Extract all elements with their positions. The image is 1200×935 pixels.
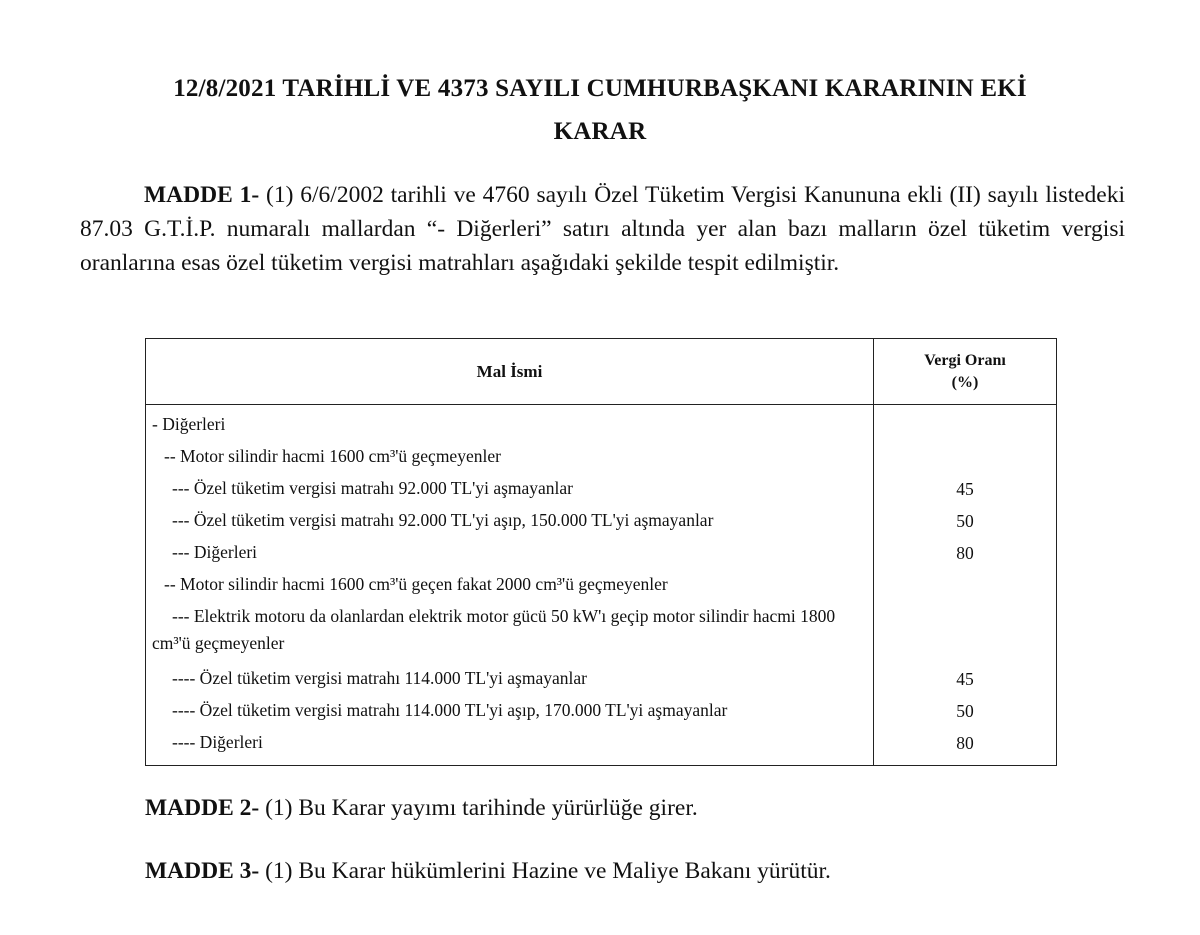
table-row-name: --- Özel tüketim vergisi matrahı 92.000 TL'yi aşmayanlar [172,478,574,498]
item-names-cell [146,405,874,766]
madde-2-paragraph [145,795,698,822]
header-rate-line2: (%) [951,373,979,391]
table-row-rate: 80 [956,733,974,753]
table-row-name: -- Motor silindir hacmi 1600 cm³'ü geçen fakat 2000 cm³'ü geçmeyenler [164,574,668,594]
table-row-name: ---- Özel tüketim vergisi matrahı 114.000 TL'yi aşmayanlar [172,668,587,688]
table-row-name: --- Elektrik motoru da olanlardan elektrik motor gücü 50 kW'ı geçip motor silindir hacmi 1800 cm³'ü geçmeyenler [152,606,836,653]
table-row-name: -- Motor silindir hacmi 1600 cm³'ü geçmeyenler [164,446,501,466]
item-rates-cell [874,405,1057,766]
tax-rate-table [145,338,1057,766]
madde-3-paragraph [145,858,831,885]
madde-2-text: (1) Bu Karar yayımı tarihinde yürürlüğe girer. [259,795,698,821]
table-row-name: --- Diğerleri [172,542,258,562]
table-row-name: --- Özel tüketim vergisi matrahı 92.000 TL'yi aşıp, 150.000 TL'yi aşmayanlar [172,510,714,530]
document-title: 12/8/2021 TARİHLİ VE 4373 SAYILI CUMHURBAŞKANI KARARININ EKİ [173,75,1027,102]
table-row-rate [874,409,1056,441]
table-row-name: ---- Özel tüketim vergisi matrahı 114.000 TL'yi aşıp, 170.000 TL'yi aşmayanlar [172,700,728,720]
table-row-rate [874,441,1056,473]
header-mal-ismi: Mal İsmi [146,339,874,405]
table-row-rate: 50 [956,511,974,531]
madde-3-label: MADDE 3- [145,858,260,884]
header-rate-line1: Vergi Oranı [924,351,1006,369]
madde-2-label: MADDE 2- [145,795,260,821]
madde-3-text: (1) Bu Karar hükümlerini Hazine ve Maliye Bakanı yürütür. [259,858,831,884]
table-row-rate: 50 [956,701,974,721]
header-vergi-orani [874,339,1057,405]
table-row-rate: 45 [956,669,974,689]
table-row-rate [874,569,1056,601]
table-row-name: ---- Diğerleri [172,732,263,752]
table-row-rate: 80 [956,543,974,563]
table-row-rate: 45 [956,479,974,499]
madde-1-paragraph [80,178,1125,280]
madde-1-label: MADDE 1- [144,182,260,208]
madde-1-text: (1) 6/6/2002 tarihli ve 4760 sayılı Özel Tüketim Vergisi Kanununa ekli (II) sayılı listedeki 87.03 G.T.İ.P. numaralı mallardan “- Diğerleri” satırı altında yer alan bazı malların özel tüketim vergisi oranlarına esas özel tüketim vergisi matrahları aşağıdaki şekilde tespit edilmiştir. [80,182,1126,276]
table-row-rate [874,601,1056,663]
document-subtitle: KARAR [553,118,647,145]
table-row-name: - Diğerleri [152,414,226,434]
